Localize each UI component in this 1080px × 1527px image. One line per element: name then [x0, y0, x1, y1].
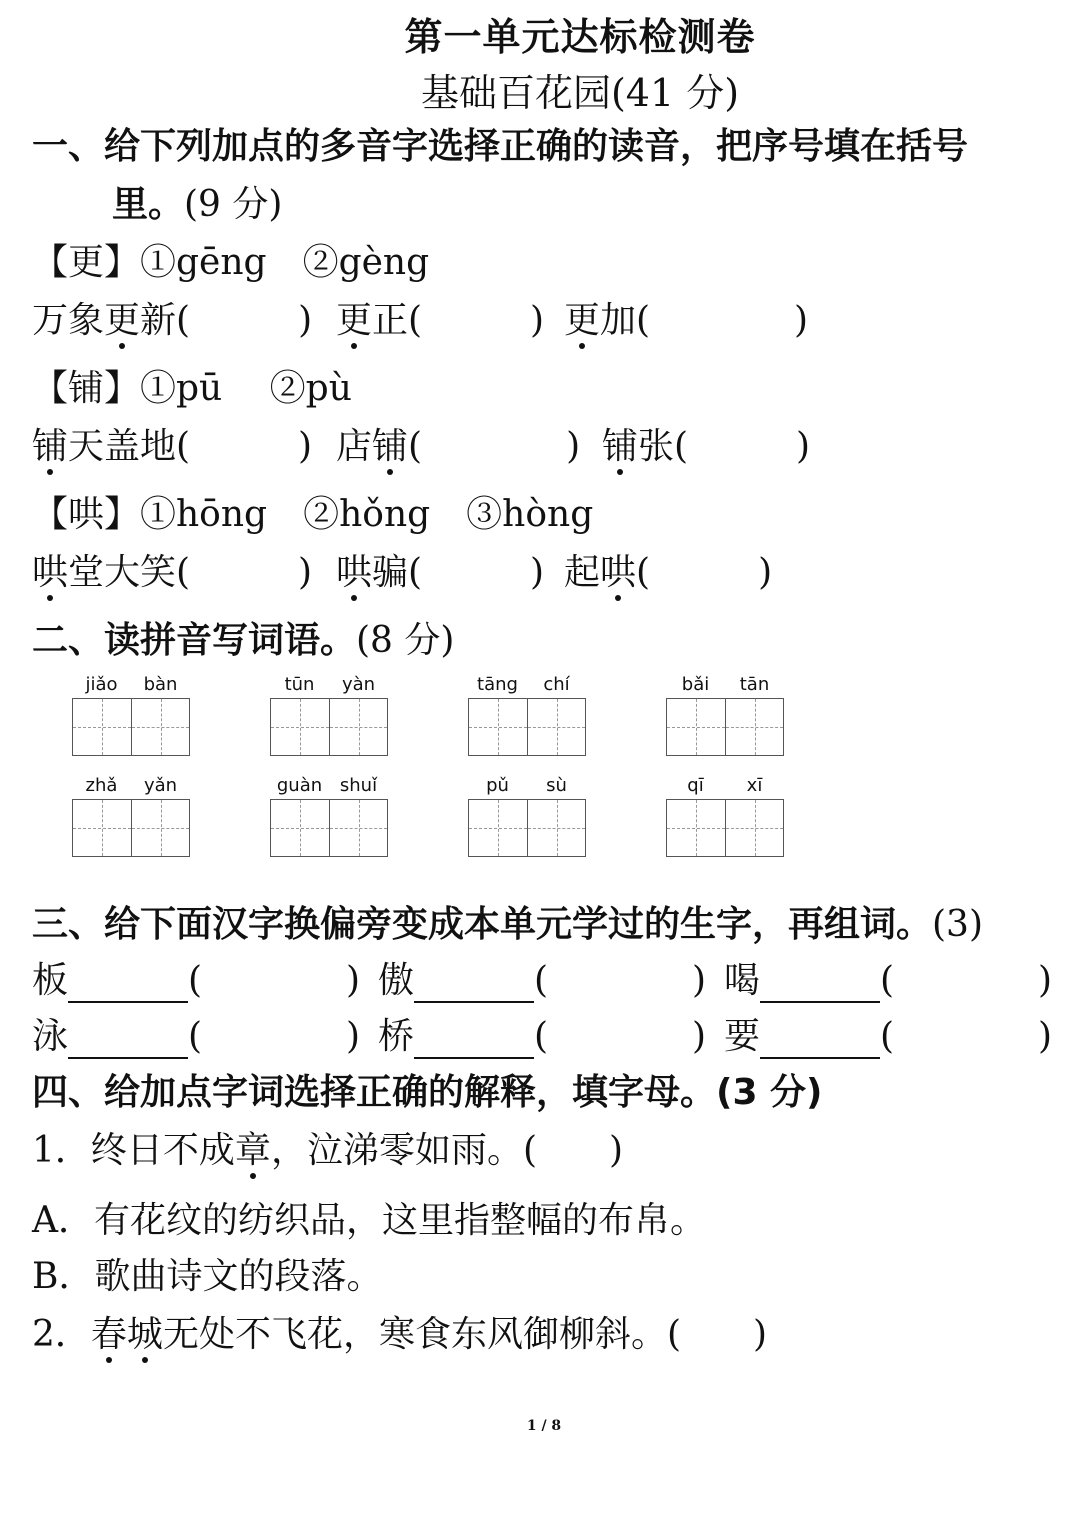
writing-grid [270, 698, 388, 756]
dotted-char: 春 [91, 1306, 127, 1357]
item-pre: 万象 [32, 300, 105, 341]
dotted-char: 铺 [32, 418, 68, 469]
dotted-char: 铺 [602, 418, 638, 469]
q3-item-5 [378, 1008, 706, 1059]
q3-item-4 [32, 1008, 360, 1059]
item-post: 堂大笑( ) [68, 552, 313, 593]
pinyin-syllable: qī [687, 775, 704, 796]
pinyin-word [72, 775, 190, 857]
pinyin-labels [270, 775, 388, 799]
q3-char: 桥 [378, 1016, 415, 1057]
q3-points: (3) [932, 904, 984, 945]
pinyin-word [468, 674, 586, 756]
q3-char: 喝 [724, 960, 761, 1001]
q3-heading [32, 896, 983, 947]
writing-cell[interactable] [131, 699, 189, 755]
writing-cell[interactable] [667, 800, 725, 856]
answer-paren: ( ) [880, 1016, 1053, 1057]
q3-char: 板 [32, 960, 69, 1001]
pinyin-labels [468, 775, 586, 799]
pinyin-syllable: yǎn [143, 775, 178, 796]
pinyin-syllable: tān [739, 674, 770, 695]
writing-cell[interactable] [527, 800, 585, 856]
question-number: 2． [32, 1314, 91, 1355]
q4-option-a: A．有花纹的纺织品，这里指整幅的布帛。 [32, 1200, 706, 1241]
q3-item-3 [724, 952, 1052, 1003]
pinyin-syllable: yàn [341, 674, 376, 695]
dotted-char: 更 [336, 292, 372, 343]
q1-group2-item3 [602, 418, 810, 469]
q1-group2-header: 【铺】①pū ②pù [32, 368, 352, 409]
item-post: 骗( ) [372, 552, 545, 593]
pinyin-syllable: pǔ [486, 775, 509, 796]
answer-blank[interactable] [414, 1023, 534, 1059]
pinyin-syllable: sù [546, 775, 567, 796]
pinyin-labels [666, 775, 784, 799]
answer-paren: ( ) [880, 960, 1053, 1001]
pinyin-syllable: tāng [477, 674, 518, 695]
dotted-char: 章 [235, 1122, 271, 1173]
answer-paren: ( ) [534, 1016, 707, 1057]
pinyin-syllable: bǎi [681, 674, 710, 695]
q1-group1-item3 [564, 292, 808, 343]
q3-char: 要 [724, 1016, 761, 1057]
q1-group3-item3 [564, 544, 772, 595]
q1-heading-cont-text: 里。 [112, 184, 185, 225]
q3-char: 泳 [32, 1016, 69, 1057]
q3-item-2 [378, 952, 706, 1003]
writing-grid [468, 799, 586, 857]
pinyin-syllable: jiǎo [85, 674, 118, 695]
writing-cell[interactable] [73, 699, 131, 755]
pinyin-word [270, 674, 388, 756]
writing-cell[interactable] [131, 800, 189, 856]
writing-grid [666, 698, 784, 756]
dotted-char: 哄 [32, 544, 68, 595]
writing-cell[interactable] [329, 800, 387, 856]
item-post: 张( ) [638, 426, 811, 467]
q1-group2-item2 [336, 418, 580, 469]
pinyin-syllable: tūn [284, 674, 315, 695]
q1-group3-header: 【哄】①hōng ②hǒng ③hòng [32, 494, 594, 535]
q3-item-1 [32, 952, 360, 1003]
dotted-char: 更 [564, 292, 600, 343]
item-post: 正( ) [372, 300, 545, 341]
q4-question-1 [32, 1122, 623, 1173]
item-post: ( ) [408, 426, 581, 467]
answer-paren: ( ) [188, 1016, 361, 1057]
q4-points: (3 分) [716, 1072, 823, 1113]
pinyin-labels [72, 674, 190, 698]
pinyin-syllable: guàn [276, 775, 323, 796]
q2-heading-text: 二、读拼音写词语。 [32, 620, 357, 661]
writing-cell[interactable] [725, 800, 783, 856]
q1-heading: 一、给下列加点的多音字选择正确的读音，把序号填在括号 [32, 126, 969, 167]
pinyin-labels [270, 674, 388, 698]
pinyin-word [666, 674, 784, 756]
q3-char: 傲 [378, 960, 415, 1001]
q1-group2-item1 [32, 418, 312, 469]
writing-cell[interactable] [271, 699, 329, 755]
dotted-char: 铺 [372, 418, 408, 469]
item-pre: 店 [336, 426, 373, 467]
q1-group3-item2 [336, 544, 544, 595]
writing-grid [666, 799, 784, 857]
pinyin-word [270, 775, 388, 857]
q4-heading-text: 四、给加点字词选择正确的解释，填字母。 [32, 1072, 717, 1113]
question-text: 终日不成 [90, 1130, 235, 1171]
pinyin-word [666, 775, 784, 857]
writing-cell[interactable] [329, 699, 387, 755]
page-number: 1 / 8 [526, 1418, 562, 1434]
question-number: 1． [32, 1130, 91, 1171]
pinyin-syllable: zhǎ [85, 775, 118, 796]
writing-grid [270, 799, 388, 857]
item-post: 新( ) [140, 300, 313, 341]
question-text: ，泣涕零如雨。( ) [270, 1130, 624, 1171]
q1-points: (9 分) [184, 184, 283, 225]
pinyin-syllable: chí [543, 674, 570, 695]
pinyin-word [72, 674, 190, 756]
writing-grid [72, 698, 190, 756]
dotted-char: 哄 [600, 544, 636, 595]
pinyin-labels [72, 775, 190, 799]
q3-item-6 [724, 1008, 1052, 1059]
pinyin-word [468, 775, 586, 857]
q1-group3-item1 [32, 544, 312, 595]
answer-blank[interactable] [760, 967, 880, 1003]
writing-cell[interactable] [469, 699, 527, 755]
q1-group1-item1 [32, 292, 312, 343]
writing-grid [72, 799, 190, 857]
pinyin-labels [468, 674, 586, 698]
pinyin-syllable: shuǐ [339, 775, 378, 796]
answer-blank[interactable] [68, 1023, 188, 1059]
pinyin-syllable: bàn [143, 674, 178, 695]
q2-points: (8 分) [356, 620, 455, 661]
writing-cell[interactable] [527, 699, 585, 755]
writing-grid [468, 698, 586, 756]
answer-paren: ( ) [188, 960, 361, 1001]
q4-heading [32, 1064, 823, 1115]
writing-cell[interactable] [73, 800, 131, 856]
writing-cell[interactable] [725, 699, 783, 755]
page-subtitle: 基础百花园(41 分) [420, 71, 740, 115]
answer-blank[interactable] [760, 1023, 880, 1059]
answer-blank[interactable] [414, 967, 534, 1003]
answer-blank[interactable] [68, 967, 188, 1003]
item-post: ( ) [636, 552, 773, 593]
page-title: 第一单元达标检测卷 [404, 15, 756, 59]
writing-cell[interactable] [271, 800, 329, 856]
writing-cell[interactable] [667, 699, 725, 755]
q4-question-2 [32, 1306, 767, 1357]
dotted-char: 哄 [336, 544, 372, 595]
q1-heading-cont [112, 176, 282, 227]
question-text: 无处不飞花，寒食东风御柳斜。( ) [162, 1314, 768, 1355]
q2-heading [32, 612, 454, 663]
item-post: 加( ) [600, 300, 809, 341]
pinyin-labels [666, 674, 784, 698]
q4-option-b: B．歌曲诗文的段落。 [32, 1256, 383, 1297]
q1-group1-item2 [336, 292, 544, 343]
dotted-char: 更 [104, 292, 140, 343]
q3-heading-text: 三、给下面汉字换偏旁变成本单元学过的生字，再组词。 [32, 904, 933, 945]
item-post: 天盖地( ) [68, 426, 313, 467]
item-pre: 起 [564, 552, 601, 593]
writing-cell[interactable] [469, 800, 527, 856]
pinyin-syllable: xī [746, 775, 763, 796]
dotted-char: 城 [127, 1306, 163, 1357]
q1-group1-header: 【更】①gēng ②gèng [32, 242, 430, 283]
answer-paren: ( ) [534, 960, 707, 1001]
